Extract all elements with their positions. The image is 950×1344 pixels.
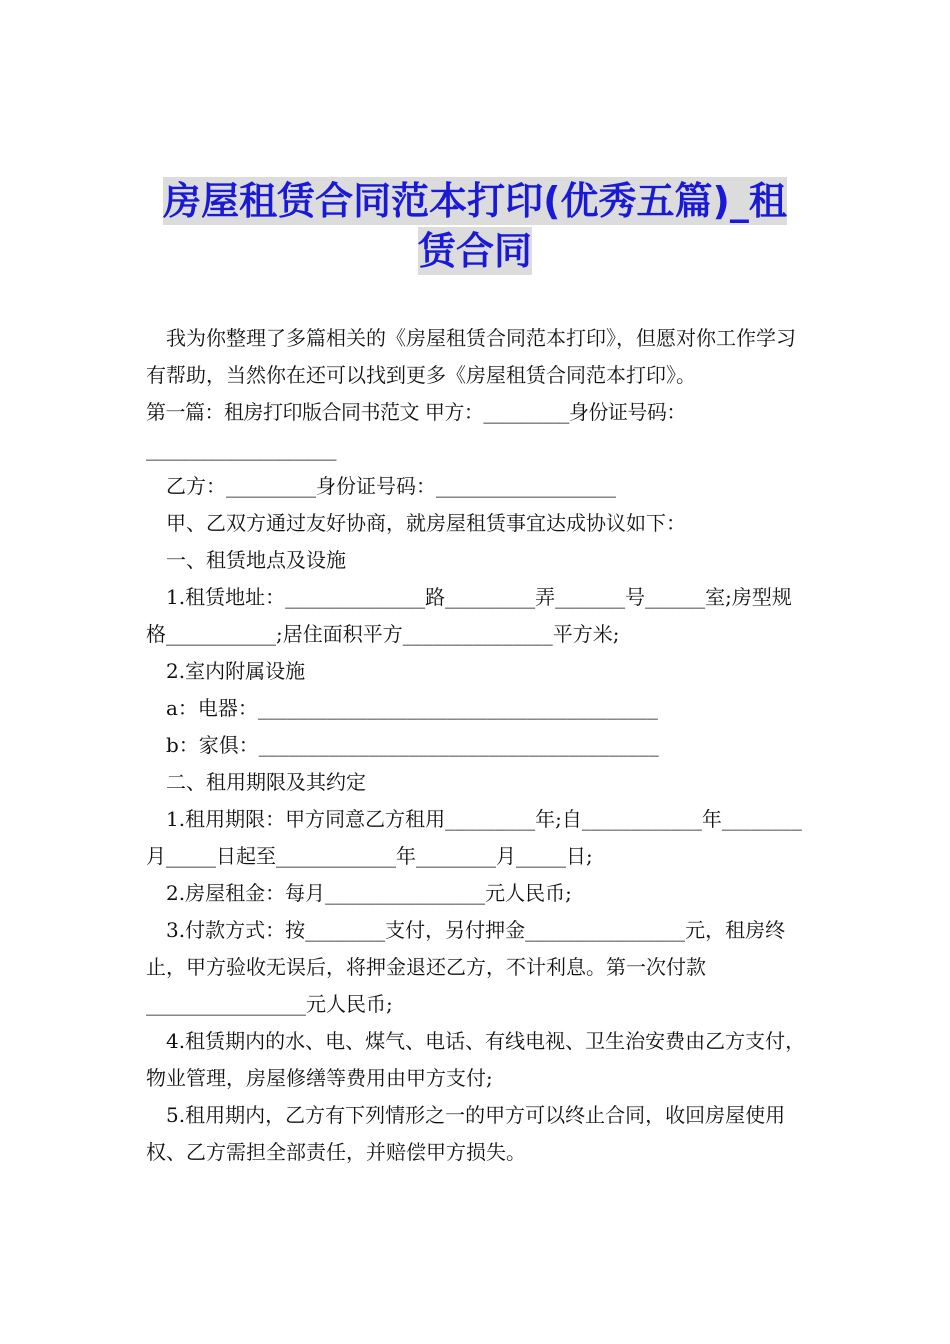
clause-heading-1: 一、租赁地点及设施 [166,548,346,572]
title-line-2: 赁合同 [417,229,532,273]
document-title [140,176,810,276]
document-body [146,320,808,1171]
intro-paragraph: 我为你整理了多篇相关的《房屋租赁合同范本打印》，但愿对你工作学习有帮助，当然你在还可以找到更多《房屋租赁合同范本打印》。 [146,326,796,387]
clause-2-4: 4.租赁期内的水、电、煤气、电话、有线电视、卫生治安费由乙方支付，物业管理，房屋修缮等费用由甲方支付; [146,1029,806,1090]
clause-2-1: 1.租用期限：甲方同意乙方租用_________年;自____________年________月_____日起至____________年________月_____日; [146,807,802,868]
clause-1-2-b: b：家俱：________________________________________ [166,733,659,757]
clause-1-1: 1.租赁地址：______________路_________弄_______号______室;房型规格___________;居住面积平方_______________平方米; [146,585,792,646]
clause-2-5: 5.租用期内，乙方有下列情形之一的甲方可以终止合同，收回房屋使用权、乙方需担全部责任，并赔偿甲方损失。 [146,1103,786,1164]
clause-2-2: 2.房屋租金：每月________________元人民币; [166,881,572,905]
clause-2-3: 3.付款方式：按________支付，另付押金________________元，租房终止，甲方验收无误后，将押金退还乙方，不计利息。第一次付款________________元人民币; [146,918,786,1016]
clause-1-2: 2.室内附属设施 [166,659,306,683]
section-1-header-line: 第一篇：租房打印版合同书范文 甲方：_________身份证号码：____________________ [146,400,686,461]
agreement-intro: 甲、乙双方通过友好协商，就房屋租赁事宜达成协议如下： [166,511,686,535]
title-line-1: 房屋租赁合同范本打印(优秀五篇)_租 [163,179,787,223]
party-b-line: 乙方：_________身份证号码：__________________ [166,474,616,498]
clause-heading-2: 二、租用期限及其约定 [166,770,366,794]
clause-1-2-a: a：电器：________________________________________ [166,696,658,720]
